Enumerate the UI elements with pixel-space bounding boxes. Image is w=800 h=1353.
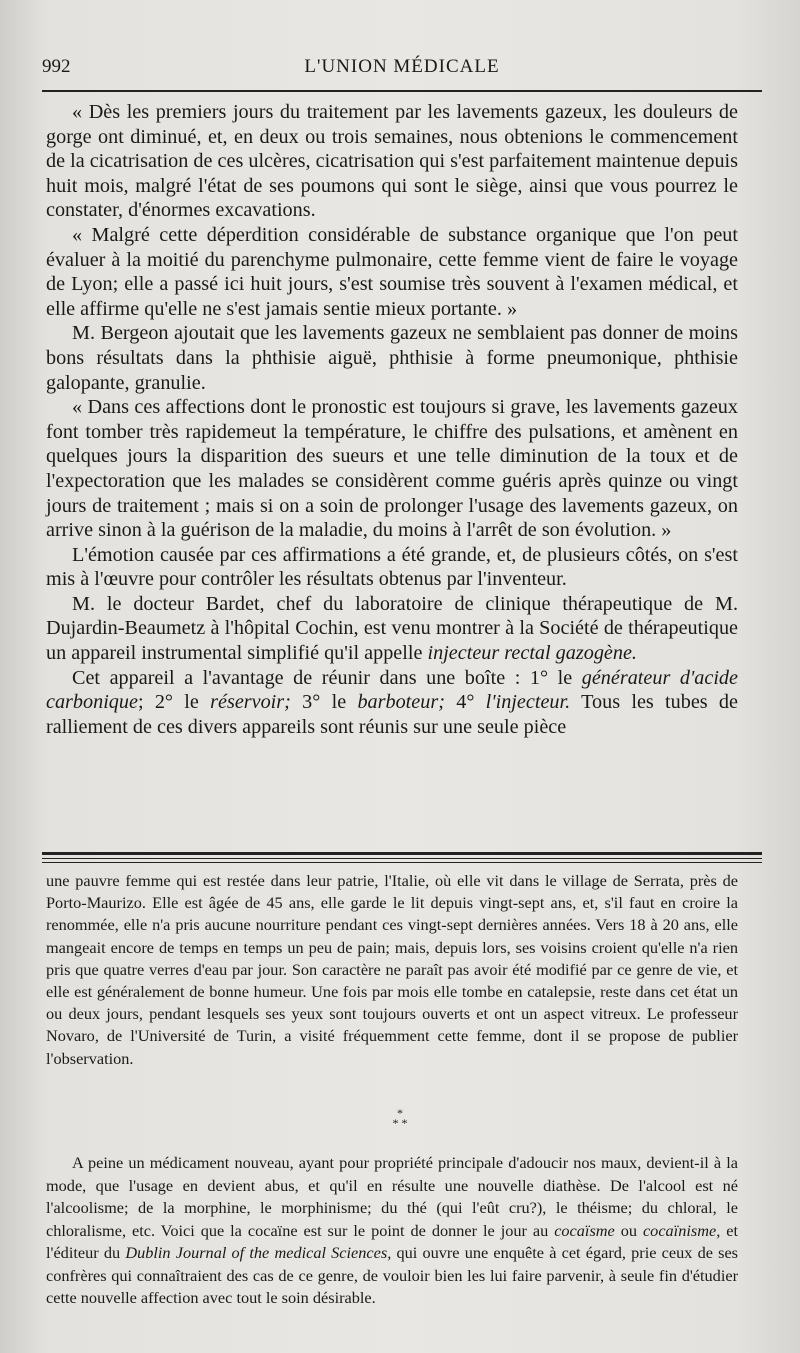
asterism-bottom: * * [392, 1116, 408, 1130]
journal-title: Dublin Journal of the medical Sciences, [125, 1243, 392, 1262]
paragraph-text: Tous les tubes de ralliement de ces divers appareils sont réunis sur une seule pièce [46, 691, 738, 738]
main-text [46, 100, 738, 739]
note-text: A peine un médicament nouveau, ayant pour propriété principale d'adoucir nos maux, devient-il à la mode, que l'usage en devient abus, et qu'il en résulte une nouvelle diathèse. De l'alcool est né l'alcoolisme; de la morphine, le morphinisme; du thé (qui l'eût cru?), le théisme; du chloral, le chloralisme, etc. Voici que la cocaïne est sur le point de donner le jour au [46, 1153, 738, 1240]
asterism-top: * [397, 1106, 403, 1120]
paragraph: « Dès les premiers jours du traitement par les lavements gazeux, les douleurs de gorge ont diminué, et, en deux ou trois semaines, nous obtenions le commencement de la cicatrisation de ces ulcères, cicatrisation qui s'est parfaitement maintenue depuis huit mois, malgré l'état de ses poumons qui sont le siège, ainsi que vous pourrez le constater, d'énormes excavations. [46, 101, 738, 222]
note-text: qui ouvre une enquête à cet égard, prie ceux de ses confrères qui connaîtraient des cas de ce genre, de vouloir bien les lui faire parvenir, à seule fin d'étudier cette nouvelle affection avec tout le soin désirable. [46, 1243, 739, 1307]
paragraph-text: 3° le [302, 691, 347, 714]
news-note [46, 1152, 738, 1310]
paragraph [46, 666, 738, 740]
paragraph: L'émotion causée par ces affirmations a été grande, et, de plusieurs côtés, on s'est mis à l'œuvre pour contrôler les résultats obtenus par l'inventeur. [46, 543, 738, 591]
paragraph-text: Cet appareil a l'avantage de réunir dans une boîte : 1° le [72, 666, 573, 689]
italic-term: générateur d'acide carbonique [46, 666, 738, 714]
footnote-rule [42, 852, 762, 859]
italic-term: injecteur rectal gazogène. [427, 642, 637, 665]
page-number: 992 [42, 56, 71, 77]
paragraph-text: M. le docteur Bardet, chef du laboratoire de clinique thérapeutique de M. Dujardin-Beaumetz à l'hôpital Cochin, est venu montrer à la Société de thérapeutique un appareil instrumental simplifié qu'il appelle [46, 592, 738, 665]
footnote-rule-thin [42, 862, 762, 863]
asterism [0, 1108, 800, 1128]
paragraph: « Dans ces affections dont le pronostic est toujours si grave, les lavements gazeux font tomber très rapidemeut la température, le chiffre des pulsations, et amènent en quelques jours la disparition des sueurs et une telle diminution de la toux et de l'expectoration que les malades se considèrent comme guéris après quinze ou vingt jours de traitement ; mais si on a soin de prolonger l'usage des lavements gazeux, on arrive sinon à la guérison de la maladie, du moins à l'arrêt de son évolution. » [46, 396, 738, 542]
footnote [46, 870, 738, 1070]
note-text: et l'éditeur du [46, 1220, 738, 1262]
paragraph: « Malgré cette déperdition considérable de substance organique que l'on peut évaluer à la moitié du parenchyme pulmonaire, cette femme vient de faire le voyage de Lyon; elle a passé ici huit jours, s'est soumise très souvent à l'examen médical, et elle affirme qu'elle ne s'est jamais sentie mieux portante. » [46, 223, 738, 320]
italic-term: barboteur; [357, 691, 445, 714]
italic-term: cocaïnisme, [642, 1220, 721, 1240]
paragraph-text: 4° [456, 691, 475, 714]
note-paragraph [46, 1152, 738, 1310]
header-rule [42, 90, 762, 92]
page-header [42, 56, 762, 84]
paragraph: M. Bergeon ajoutait que les lavements gazeux ne semblaient pas donner de moins bons résultats dans la phthisie aiguë, phthisie à forme pneumonique, phthisie galopante, granulie. [46, 322, 738, 394]
italic-term: cocaïsme [554, 1220, 615, 1240]
running-title: L'UNION MÉDICALE [304, 56, 500, 77]
footnote-text: une pauvre femme qui est restée dans leur patrie, l'Italie, où elle vit dans le village de Serrata, près de Porto-Maurizo. Elle est âgée de 45 ans, elle garde le lit depuis vingt-sept ans, et, s'il faut en croire la renommée, elle n'a pris aucune nourriture pendant ces vingt-sept dernières années. Vers 18 à 20 ans, elle mangeait encore de temps en temps un peu de pain; mais, depuis lors, ses voisins croient qu'elle n'a rien pris que quatre verres d'eau par jour. Son caractère ne paraît pas avoir été modifié par ce genre de vie, et elle est généralement de bonne humeur. Une fois par mois elle tombe en catalepsie, reste dans cet état un ou deux jours, pendant lesquels ses yeux sont toujours ouverts et ont un aspect vitreux. Le professeur Novaro, de l'Université de Turin, a visité fréquemment cette femme, dont il se propose de publier l'observation. [46, 871, 738, 1068]
paragraph-text: ; 2° le [137, 691, 199, 714]
paragraph [46, 592, 738, 666]
note-text: ou [620, 1220, 637, 1240]
italic-term: l'injecteur. [485, 691, 571, 714]
italic-term: réservoir; [210, 691, 291, 714]
